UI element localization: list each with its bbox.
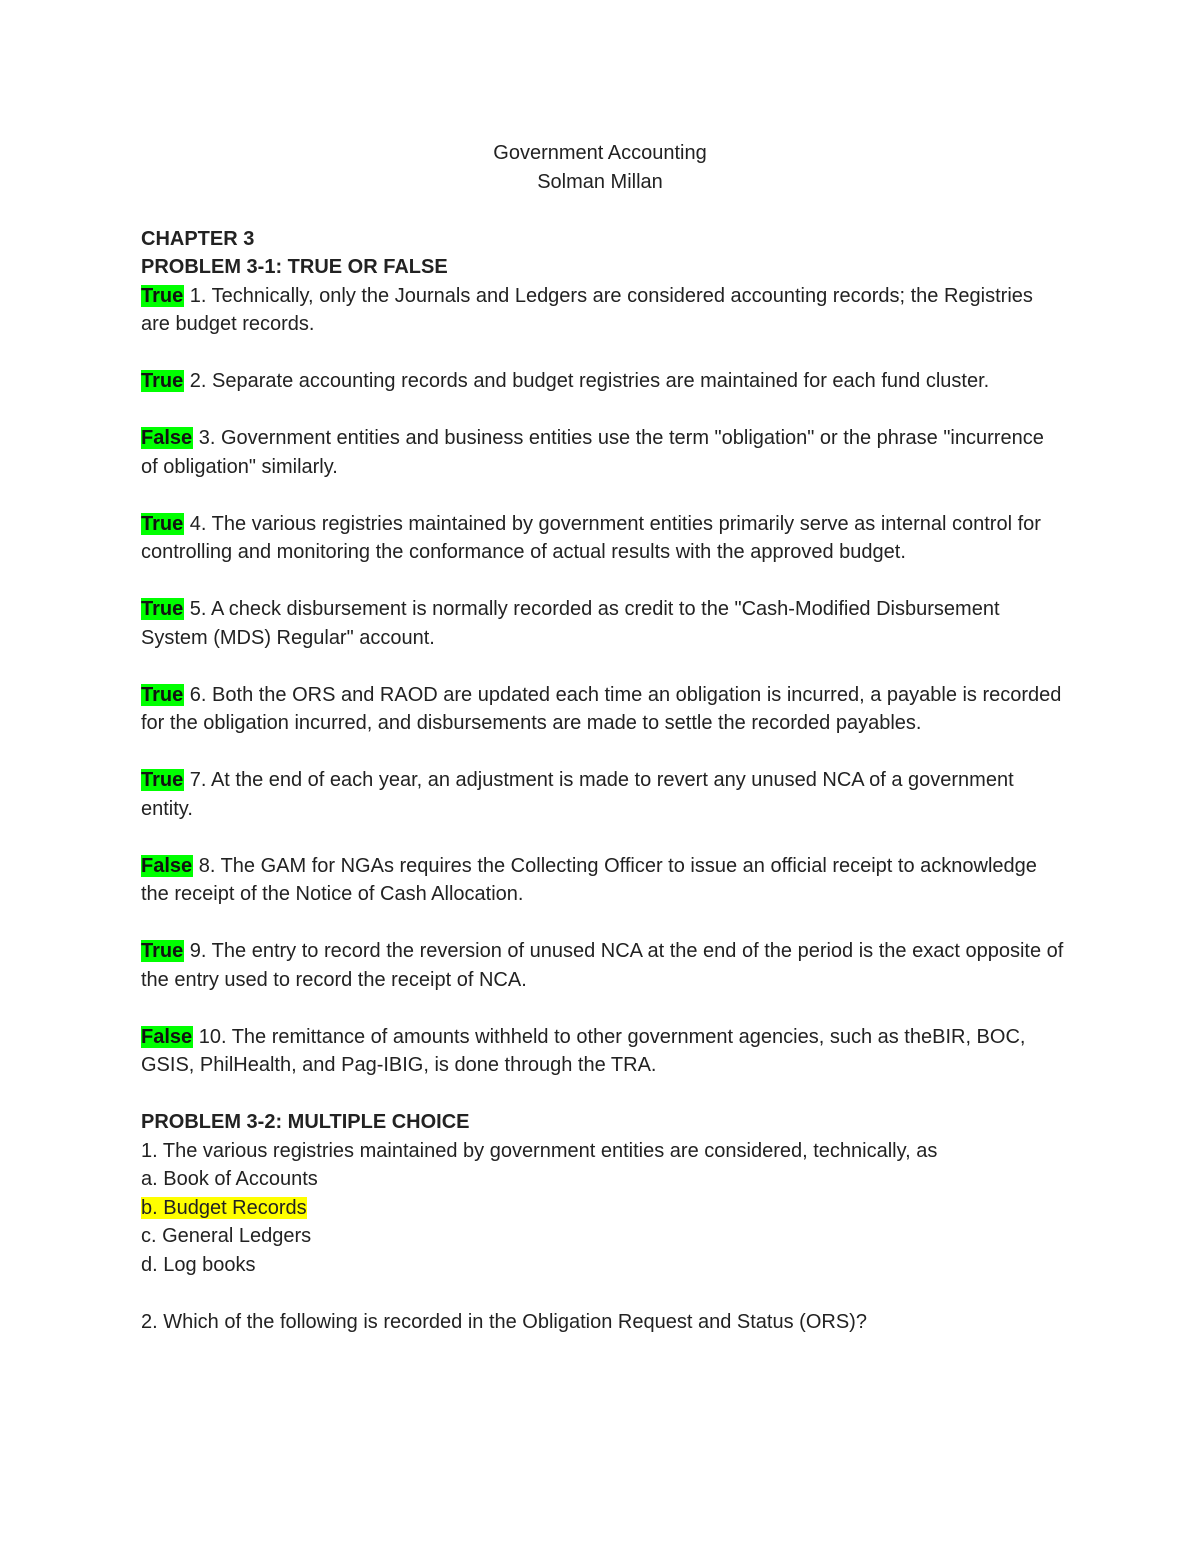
tf-statement: 9. The entry to record the reversion of unused NCA at the end of the period is the exact opposite of the entry used to record the receipt of NCA. [141, 940, 1064, 991]
mc-question-1: 1. The various registries maintained by government entities are considered, technically, as [141, 1139, 938, 1162]
mc-question-2: 2. Which of the following is recorded in the Obligation Request and Status (ORS)? [141, 1310, 867, 1333]
tf-answer: True [141, 940, 184, 962]
tf-statement: 3. Government entities and business entities use the term "obligation" or the phrase "incurrence of obligation" similarly. [141, 427, 1044, 478]
mc-option-a [141, 1165, 1066, 1194]
mc-option-d [141, 1251, 1066, 1280]
tf-answer: True [141, 683, 184, 706]
tf-item-10 [141, 1023, 1066, 1080]
tf-statement: 8. The GAM for NGAs requires the Collecting Officer to issue an official receipt to acknowledge the receipt of the Notice of Cash Allocation. [141, 854, 1037, 905]
spacer [141, 196, 1066, 225]
tf-statement: 4. The various registries maintained by government entities primarily serve as internal control for controlling and monitoring the conformance of actual results with the approved budget. [141, 512, 1041, 563]
document-author: Solman Millan [537, 170, 663, 193]
mc-option-text: c. General Ledgers [141, 1225, 312, 1247]
tf-item-3 [141, 424, 1066, 481]
document-body [141, 139, 1066, 1336]
mc-option-text: a. Book of Accounts [141, 1168, 318, 1190]
tf-answer: True [141, 598, 184, 620]
problem-2-heading: PROBLEM 3-2: MULTIPLE CHOICE [141, 1111, 470, 1133]
tf-answer: False [141, 427, 193, 449]
tf-item-5 [141, 595, 1066, 652]
mc-option-text: d. Log books [141, 1253, 256, 1276]
tf-item-6 [141, 681, 1066, 738]
tf-statement: 6. Both the ORS and RAOD are updated each time an obligation is incurred, a payable is recorded for the obligation incurred, and disbursements are made to settle the recorded payables. [141, 683, 1062, 734]
tf-answer: True [141, 769, 184, 791]
tf-statement: 10. The remittance of amounts withheld to other government agencies, such as theBIR, BOC, GSIS, PhilHealth, and Pag-IBIG, is done through the TRA. [141, 1025, 1026, 1076]
tf-answer: True [141, 284, 184, 307]
tf-item-9 [141, 937, 1066, 994]
tf-answer: False [141, 1025, 193, 1048]
spacer [141, 1279, 1066, 1308]
tf-statement: 7. At the end of each year, an adjustment is made to revert any unused NCA of a government entity. [141, 769, 1014, 820]
tf-answer: True [141, 370, 184, 392]
tf-answer: False [141, 854, 193, 877]
tf-item-2 [141, 367, 1066, 396]
problem-1-heading: PROBLEM 3-1: TRUE OR FALSE [141, 256, 448, 278]
tf-statement: 2. Separate accounting records and budget registries are maintained for each fund cluster. [184, 370, 990, 392]
mc-option-b [141, 1194, 1066, 1223]
tf-item-7 [141, 766, 1066, 823]
tf-statement: 5. A check disbursement is normally recorded as credit to the "Cash-Modified Disbursement System (MDS) Regular" account. [141, 598, 1000, 649]
tf-item-4 [141, 510, 1066, 567]
mc-option-c [141, 1222, 1066, 1251]
document-title: Government Accounting [493, 142, 707, 164]
mc-selected-answer: b. Budget Records [141, 1196, 307, 1219]
tf-item-8 [141, 852, 1066, 909]
tf-statement: 1. Technically, only the Journals and Ledgers are considered accounting records; the Registries are budget records. [141, 284, 1033, 335]
tf-answer: True [141, 512, 184, 535]
tf-item-1 [141, 282, 1066, 339]
chapter-heading: CHAPTER 3 [141, 227, 255, 250]
